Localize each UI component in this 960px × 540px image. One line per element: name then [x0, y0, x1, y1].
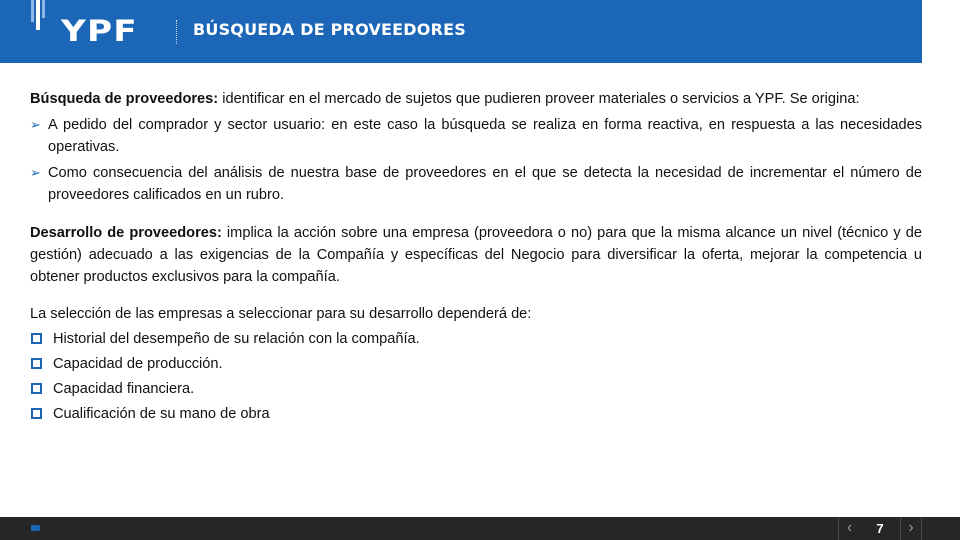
ypf-logo: YPF: [61, 14, 138, 48]
footer-marker-icon: [31, 525, 40, 531]
square-bullet-icon: [31, 408, 42, 419]
header-gap: [922, 0, 960, 63]
arrow-bullet-icon: ➢: [30, 165, 41, 180]
development-body: implica la acción sobre una empresa (proveedora o no) para que la misma alcance un nivel (técnico y de gestión) adecuado a las exigencias de la Compañía y específicas del Negocio para diversificar la oferta, mejorar la competencia u obtener productos exclusivos para la compañía.: [30, 225, 922, 285]
search-title: Búsqueda de proveedores:: [30, 91, 219, 107]
selection-item-text: Capacidad financiera.: [53, 381, 195, 397]
search-paragraph: [30, 88, 922, 110]
list-item: [30, 353, 922, 375]
development-paragraph: [30, 222, 922, 288]
list-item: [30, 328, 922, 350]
selection-intro: La selección de las empresas a seleccionar para su desarrollo dependerá de:: [30, 306, 532, 322]
list-item: [30, 114, 922, 158]
square-bullet-icon: [31, 358, 42, 369]
selection-item-text: Capacidad de producción.: [53, 356, 223, 372]
footer-bar: [0, 517, 960, 540]
header-bar: [0, 0, 922, 63]
list-item: [30, 378, 922, 400]
search-intro: identificar en el mercado de sujetos que pudieren proveer materiales o servicios a YPF. Se origina:: [218, 91, 860, 107]
development-title: Desarrollo de proveedores:: [30, 225, 222, 241]
square-bullet-icon: [31, 333, 42, 344]
spacer: [30, 288, 922, 303]
list-item: [30, 403, 922, 425]
next-slide-button[interactable]: ›: [900, 517, 922, 540]
selection-item-text: Cualificación de su mano de obra: [53, 406, 270, 422]
arrow-bullet-icon: ➢: [30, 117, 41, 132]
page-number: 7: [876, 521, 884, 536]
spacer: [30, 206, 922, 222]
prev-slide-button[interactable]: ‹: [838, 517, 860, 540]
header-divider: [176, 20, 177, 44]
list-item: [30, 162, 922, 206]
selection-item-text: Historial del desempeño de su relación con la compañía.: [53, 331, 420, 347]
ypf-flame-icon: [28, 0, 48, 34]
bullet-text: A pedido del comprador y sector usuario: en este caso la búsqueda se realiza en forma reactiva, en respuesta a las necesidades operativas.: [48, 117, 922, 155]
bullet-text: Como consecuencia del análisis de nuestra base de proveedores en el que se detecta la necesidad de incrementar el número de proveedores calificados en un rubro.: [48, 165, 922, 203]
slide-content: [30, 88, 922, 425]
square-bullet-icon: [31, 383, 42, 394]
page-title: BÚSQUEDA DE PROVEEDORES: [193, 20, 466, 39]
